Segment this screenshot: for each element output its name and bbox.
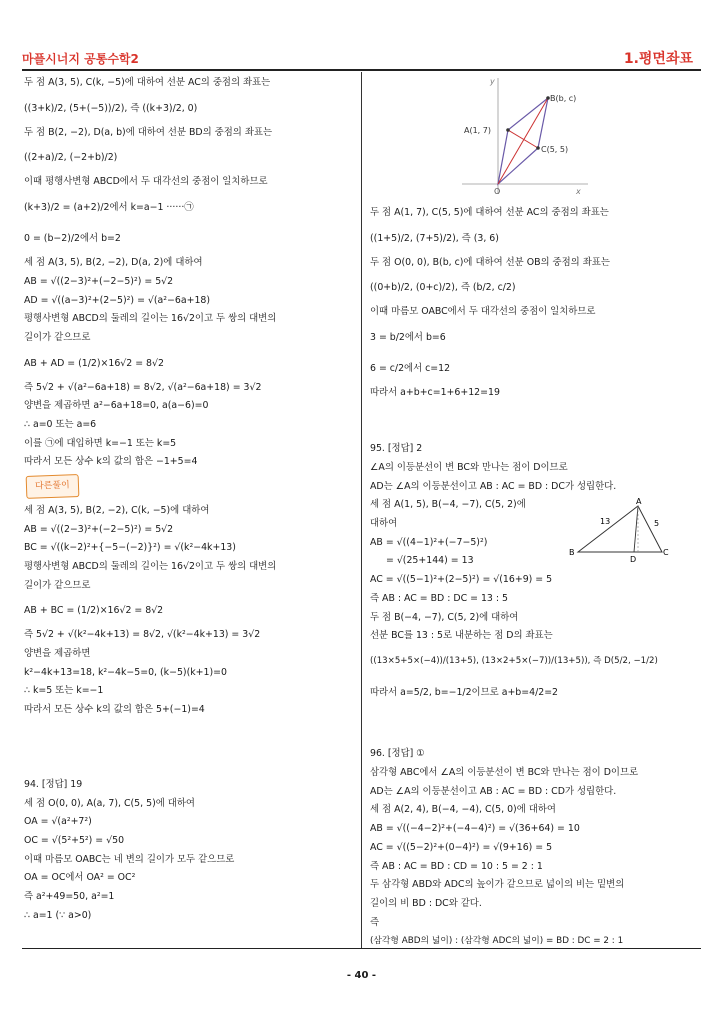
text-line: 세 점 A(3, 5), B(2, −2), D(a, 2)에 대하여 — [24, 257, 203, 269]
tri-side-ab: 13 — [600, 517, 611, 526]
math-line: k²−4k+13=18, k²−4k−5=0, (k−5)(k+1)=0 — [24, 666, 227, 678]
math-line: BC = √((k−2)²+{−5−(−2)}²) = √(k²−4k+13) — [24, 542, 236, 554]
tri-label-c: C — [663, 548, 669, 557]
text-line: 세 점 A(3, 5), B(2, −2), C(k, −5)에 대하여 — [24, 504, 210, 516]
math-line: = √(25+144) = 13 — [386, 555, 474, 567]
math-line: 0 = (b−2)/2에서 b=2 — [24, 233, 121, 245]
math-line: OA = OC에서 OA² = OC² — [24, 872, 136, 884]
math-line: 따라서 a=5/2, b=−1/2이므로 a+b=4/2=2 — [370, 686, 559, 698]
header-divider — [22, 69, 701, 71]
math-line: 즉 a²+49=50, a²=1 — [24, 891, 115, 903]
text-line: 길이가 같으므로 — [24, 579, 91, 591]
tri-label-b: B — [569, 548, 575, 557]
point-b-label: B(b, c) — [550, 94, 577, 103]
math-line: AB = √((2−3)²+(−2−5)²) = 5√2 — [24, 275, 174, 287]
text-line: ∠A의 이등분선이 변 BC와 만나는 점이 D이므로 — [370, 461, 568, 473]
math-line: 즉 5√2 + √(a²−6a+18) = 8√2, √(a²−6a+18) = 3√2 — [24, 381, 262, 393]
left-column — [24, 74, 358, 926]
math-line: AD = √((a−3)²+(2−5)²) = √(a²−6a+18) — [24, 294, 211, 306]
text-line: 삼각형 ABC에서 ∠A의 이등분선이 변 BC와 만나는 점이 D이므로 — [370, 767, 639, 778]
math-line: 6 = c/2에서 c=12 — [370, 363, 451, 375]
text-line: 이때 마름모 OABC는 네 변의 길이가 모두 같으므로 — [24, 853, 235, 865]
math-line: AB + AD = (1/2)×16√2 = 8√2 — [24, 357, 164, 369]
text-line: 따라서 모든 상수 k의 값의 합은 5+(−1)=4 — [24, 704, 205, 716]
problem-95-title: 95. [정답] 2 — [370, 443, 423, 455]
text-line: 평행사변형 ABCD의 둘레의 길이는 16√2이고 두 쌍의 대변의 — [24, 560, 277, 572]
text-line: 양변을 제곱하면 — [24, 648, 91, 660]
text-line: 이때 마름모 OABC에서 두 대각선의 중점이 일치하므로 — [370, 306, 596, 318]
text-line: 이때 평행사변형 ABCD에서 두 대각선의 중점이 일치하므로 — [24, 176, 268, 188]
text-line: 따라서 모든 상수 k의 값의 합은 −1+5=4 — [24, 456, 198, 468]
text-line: 길이의 비 BD : DC와 같다. — [370, 897, 482, 909]
text-line: 세 점 A(1, 5), B(−4, −7), C(5, 2)에 — [370, 499, 526, 511]
text-line: 대하여 — [370, 518, 398, 529]
text-line: 즉 — [370, 916, 380, 928]
text-line: 세 점 A(2, 4), B(−4, −4), C(5, 0)에 대하여 — [370, 804, 556, 816]
y-axis-label: y — [490, 77, 495, 86]
rhombus-graph — [460, 76, 590, 196]
text-line: 평행사변형 ABCD의 둘레의 길이는 16√2이고 두 쌍의 대변의 — [24, 313, 277, 325]
page-number: - 40 - — [346, 970, 377, 981]
header-left-title: 마플시너지 공통수학2 — [22, 52, 139, 66]
tri-label-a: A — [636, 497, 642, 506]
math-line: ((3+k)/2, (5+(−5))/2), 즉 ((k+3)/2, 0) — [24, 102, 198, 114]
origin-label: O — [494, 187, 501, 196]
math-line: 즉 AB : AC = BD : DC = 13 : 5 — [370, 592, 508, 604]
text-line: AD는 ∠A의 이등분선이고 AB : AC = BD : DC가 성립한다. — [370, 480, 617, 492]
text-line: 길이가 같으므로 — [24, 331, 91, 343]
column-divider — [361, 72, 362, 948]
text-line: 두 점 A(3, 5), C(k, −5)에 대하여 선분 AC의 중점의 좌표는 — [24, 77, 271, 88]
math-line: ((1+5)/2, (7+5)/2), 즉 (3, 6) — [370, 232, 499, 244]
math-line: ((2+a)/2, (−2+b)/2) — [24, 152, 118, 164]
tri-label-d: D — [630, 555, 637, 564]
point-a-label: A(1, 7) — [464, 126, 491, 135]
header-right-title: 1.평면좌표 — [623, 51, 693, 67]
math-line: OA = √(a²+7²) — [24, 816, 92, 828]
tri-side-ac: 5 — [654, 519, 660, 528]
text-line: 두 점 O(0, 0), B(b, c)에 대하여 선분 OB의 중점의 좌표는 — [370, 256, 610, 268]
math-line: 즉 5√2 + √(k²−4k+13) = 8√2, √(k²−4k+13) = 3√2 — [24, 629, 261, 641]
right-column — [370, 204, 702, 951]
math-line: 3 = b/2에서 b=6 — [370, 332, 446, 344]
math-line: AB = √((2−3)²+(−2−5)²) = 5√2 — [24, 523, 174, 535]
text-line: 두 점 B(−4, −7), C(5, 2)에 대하여 — [370, 611, 519, 623]
text-line: 세 점 O(0, 0), A(a, 7), C(5, 5)에 대하여 — [24, 797, 195, 809]
x-axis-label: x — [576, 187, 581, 196]
problem-96-title: 96. [정답] ① — [370, 748, 425, 760]
math-line: ∴ a=0 또는 a=6 — [24, 419, 97, 431]
text-line: 두 점 B(2, −2), D(a, b)에 대하여 선분 BD의 중점의 좌표는 — [24, 126, 272, 138]
math-line: (k+3)/2 = (a+2)/2에서 k=a−1 ······㉠ — [24, 202, 194, 214]
alt-solution-stamp: 다른풀이 — [26, 474, 80, 499]
text-line: 두 점 A(1, 7), C(5, 5)에 대하여 선분 AC의 중점의 좌표는 — [370, 207, 609, 218]
triangle-diagram — [568, 496, 672, 564]
text-line: 두 삼각형 ABD와 ADC의 높이가 같으므로 넓이의 비는 밑변의 — [370, 879, 625, 891]
point-c-label: C(5, 5) — [541, 145, 569, 154]
math-line: 즉 AB : AC = BD : CD = 10 : 5 = 2 : 1 — [370, 860, 543, 872]
math-line: AB + BC = (1/2)×16√2 = 8√2 — [24, 605, 164, 617]
math-line: AC = √((5−1)²+(2−5)²) = √(16+9) = 5 — [370, 574, 553, 586]
math-line: ∴ a=1 (∵ a>0) — [24, 909, 92, 921]
math-line: (삼각형 ABD의 넓이) : (삼각형 ADC의 넓이) = BD : DC = 2 : 1 — [370, 936, 624, 947]
problem-94-title: 94. [정답] 19 — [24, 778, 83, 790]
math-line: AC = √((5−2)²+(0−4)²) = √(9+16) = 5 — [370, 841, 553, 853]
math-line: AB = √((−4−2)²+(−4−4)²) = √(36+64) = 10 — [370, 823, 580, 835]
text-line: AD는 ∠A의 이등분선이고 AB : AC = BD : CD가 성립한다. — [370, 785, 617, 797]
footer-divider — [22, 948, 701, 949]
math-line: ((13×5+5×(−4))/(13+5), (13×2+5×(−7))/(13+5)), 즉 D(5/2, −1/2) — [370, 655, 658, 666]
text-line: 선분 BC를 13 : 5로 내분하는 점 D의 좌표는 — [370, 630, 553, 642]
text-line: 따라서 a+b+c=1+6+12=19 — [370, 387, 500, 399]
math-line: AB = √((4−1)²+(−7−5)²) — [370, 536, 488, 548]
math-line: OC = √(5²+5²) = √50 — [24, 835, 125, 847]
math-line: 양변을 제곱하면 a²−6a+18=0, a(a−6)=0 — [24, 400, 209, 412]
text-line: 이를 ㉠에 대입하면 k=−1 또는 k=5 — [24, 437, 177, 449]
math-line: ((0+b)/2, (0+c)/2), 즉 (b/2, c/2) — [370, 282, 516, 294]
math-line: ∴ k=5 또는 k=−1 — [24, 685, 104, 697]
